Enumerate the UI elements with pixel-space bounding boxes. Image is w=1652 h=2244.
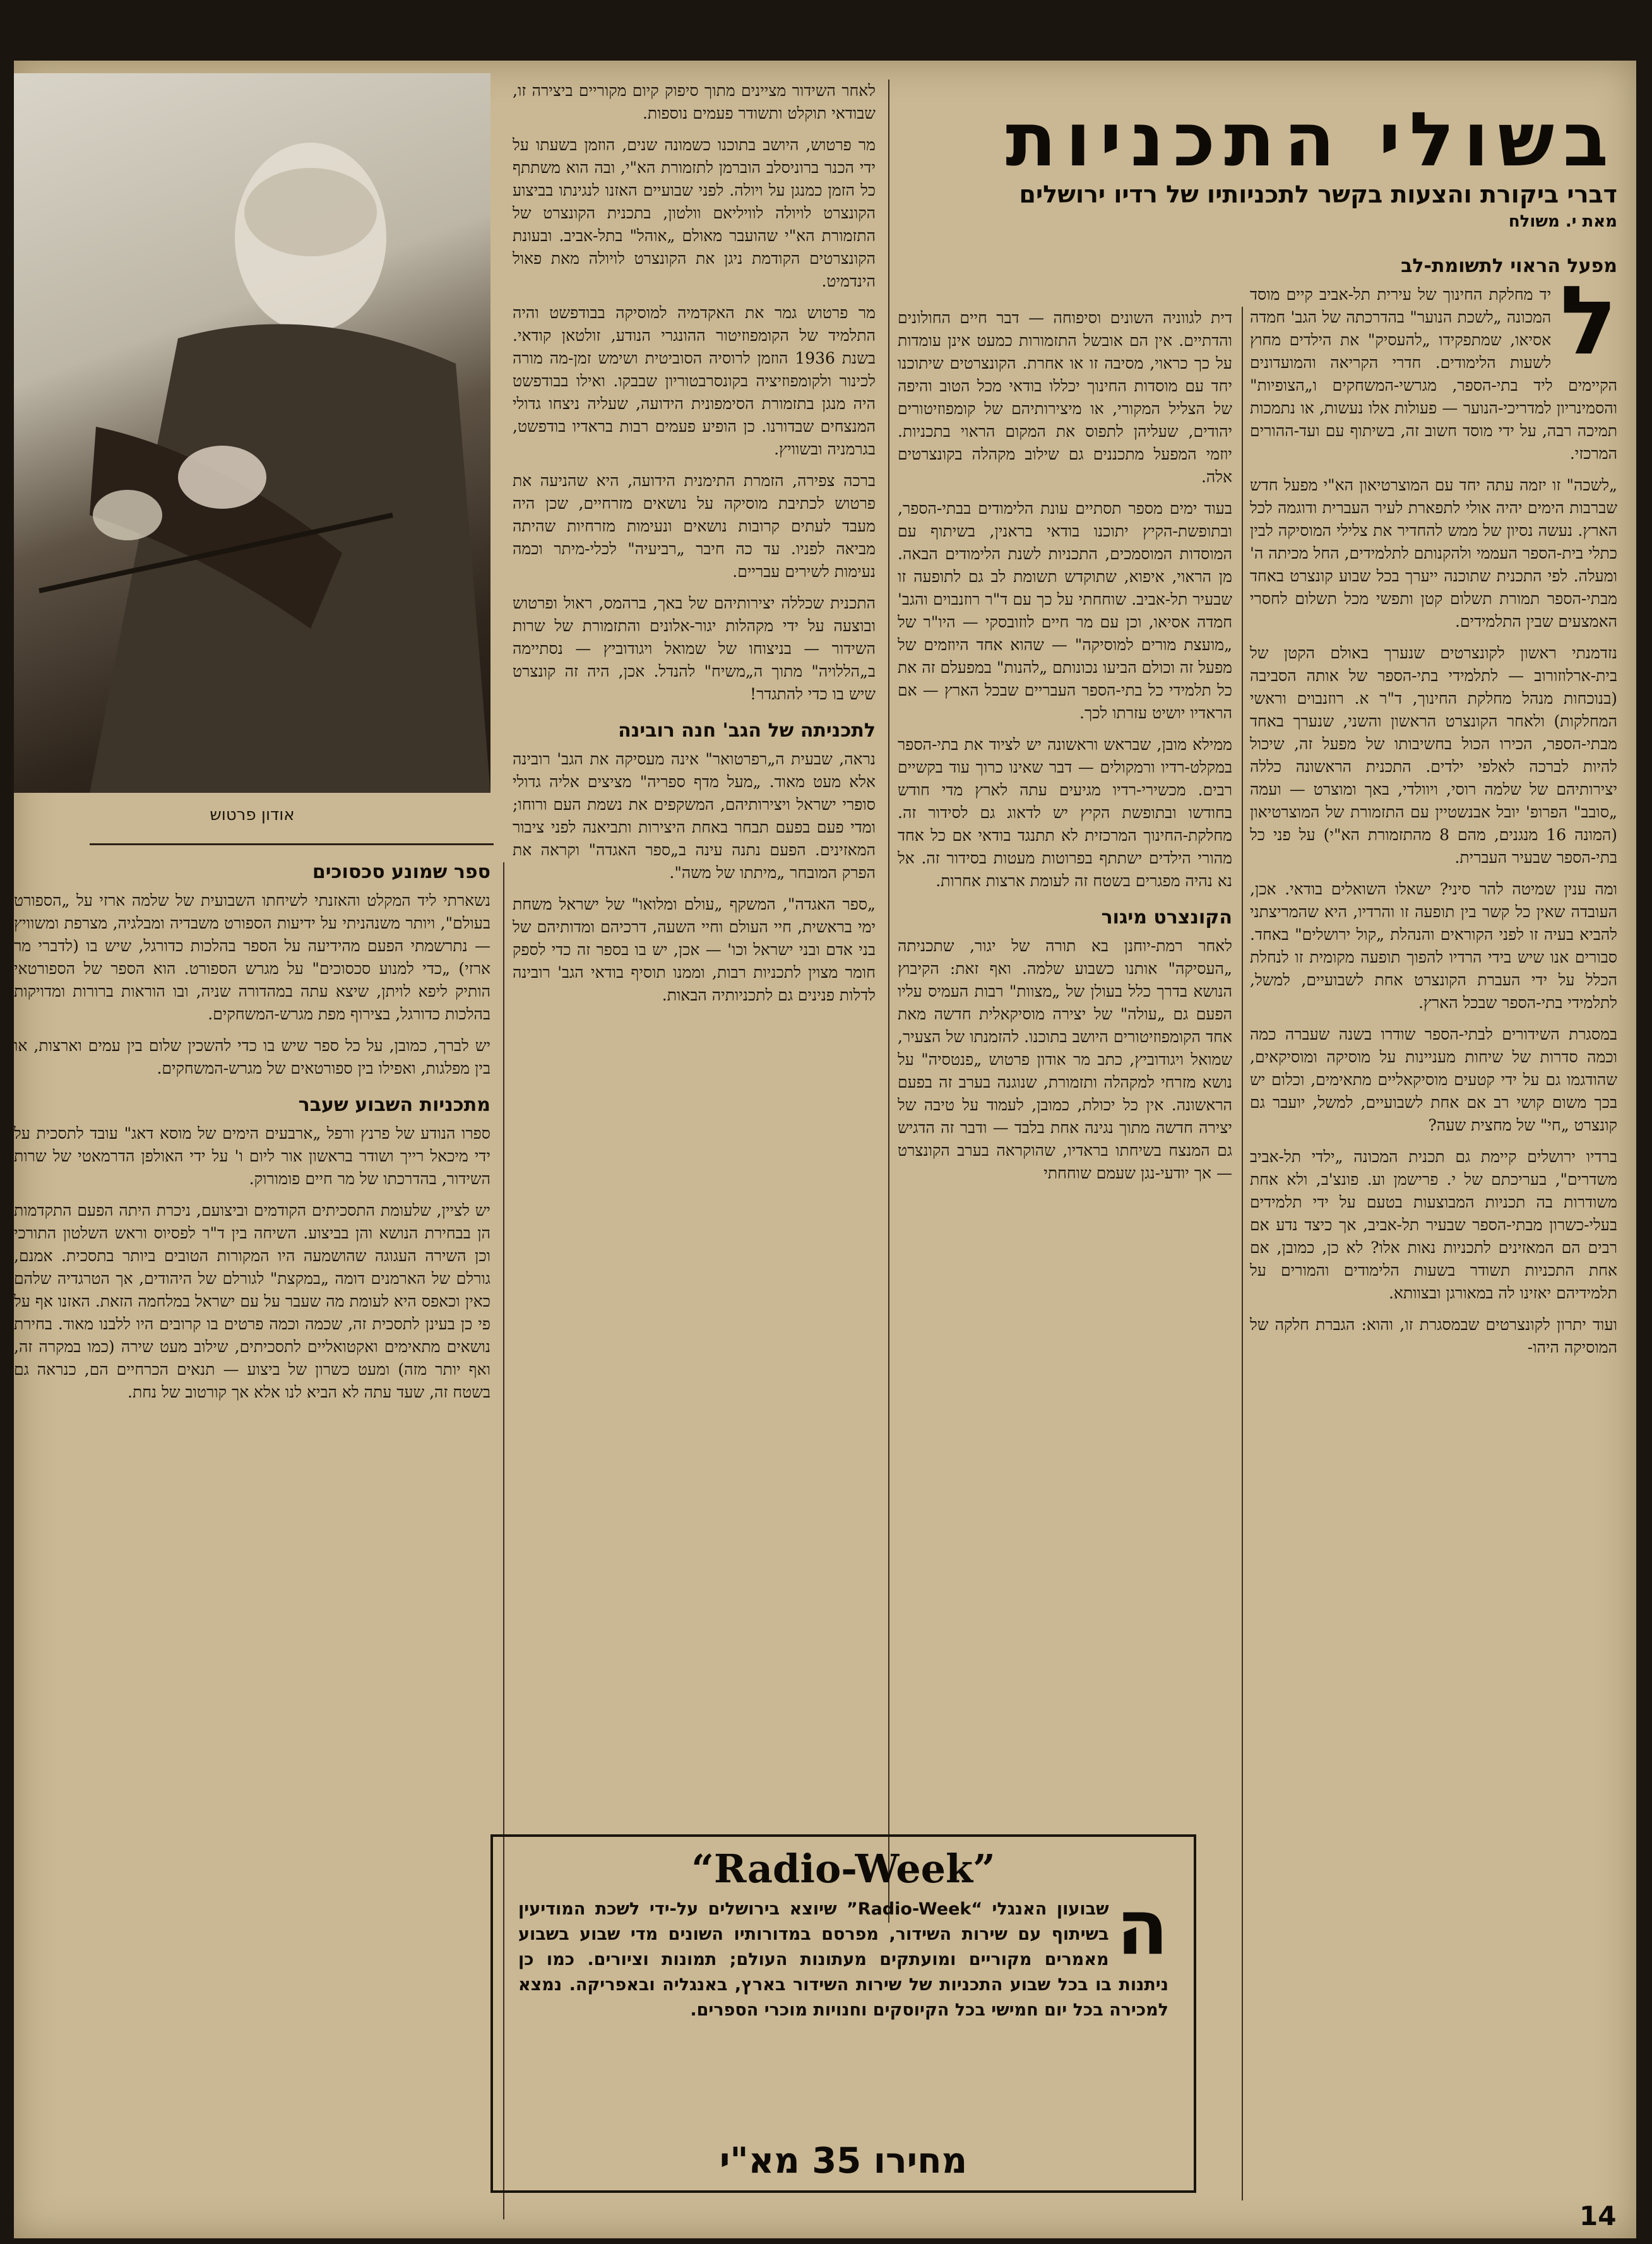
- paragraph: נראה, שבעית ה„רפרטואר" אינה מעסיקה את הגב' רובינה אלא מעט מאוד. „מעל מדף ספריה" מציצים אליה גדולי סופרי ישראל ויצירותיהם, המשקפים את נשמת העם ורוחו; ומדי פעם בפעם תבחר באחת היצירות ותביאנה לפני ציבור המאזינים. הפעם נתנה עינה ב„ספר האגדה" וקראה את הפרק המובחר „מיתתו של משה".: [513, 750, 876, 882]
- article-header: [898, 98, 1617, 231]
- magazine-page: [14, 61, 1636, 2238]
- column-3: [513, 80, 876, 1923]
- paragraph: ספרו הנודע של פרנץ ורפל „ארבעים הימים של מוסא דאג" עובד לתסכית על ידי מיכאל רייך ושודר בראשון אור ליום ו' על ידי האולפן הדרמאטי של שרות השידור, בהדרכתו של מר חיים פומורוק.: [14, 1124, 490, 1188]
- page-number: 14: [1579, 2200, 1617, 2231]
- paragraph: נזדמנתי ראשון לקונצרטים שנערך באולם הקטן של בית-ארלוזורוב — לתלמידי בתי-הספר של אותה הסביבה (בנוכחות מנהל מחלקת החינוך, ד"ר א. רוזנבוים וראשי המחלקות) ולאחר הקונצרט הראשון והשני, שנערך באחד מבתי-הספר, הכירו הכול בחשיבותו של מפעל זה, שיכול להיות לברכה לאלפי ילדים. התכנית הראשונה כללה יצירותיהם של שלמה רוסי, ויוולדי, באך ומוצרט — ועמה „סובב" הפרופ' יובל אבנשטיין עם התזמורת של המוצרטיאון (המונה 16 מנגנים, מהם 8 מהתזמורת הא"י) על פני כל בתי-הספר שבעיר העברית.: [1250, 644, 1617, 867]
- paragraph: התכנית שכללה יצירותיהם של באך, ברהמס, ראול ופרטוש ובוצעה על ידי מקהלות יגור-אלונים והתזמורת של שרות השידור — בניצוחו של שמואל ויגודוביץ — נסתיימה ב„הללויה" מתוך ה„משיח" להנדל. אכן, היה זה קונצרט שיש בו כדי להתגדר!: [513, 594, 876, 703]
- column-4: [14, 856, 490, 2207]
- paragraph: ועוד יתרון לקונצרטים שבמסגרת זו, והוא: הגברת חלקה של המוסיקה היהו-: [1250, 1315, 1617, 1356]
- subhead-rovina: לתכניתה של הגב' חנה רובינה: [618, 720, 876, 742]
- paragraph: ברדיו ירושלים קיימת גם תכנית המכונה „ילדי תל-אביב משדרים", בעריכתם של י. פרישמן וע. פונצ'ב, ולא אחת משודרות בה תכניות המבוצעות בטעם על ידי תלמידים בעלי-כשרון מבתי-הספר שבעיר תל-אביב, אך כיצד נדע אם רבים הם המאזינים לתכניות נאות אלו? לא כן, כמובן, אם אחת התכניות תשודר בשעות הלימודים והמורים על תלמידיהם יאזינו לה במאורגן ובצוותא.: [1250, 1148, 1617, 1302]
- ad-text: שבועון האנגלי “Radio-Week” שיוצא בירושלים על-ידי לשכת המודיעין בשיתוף עם שירות השידור, מפרסם במדורותיו השונים מדי שבוע בשבוע מאמרים מקוריים ומועתקים מעתונות העולם; תמונות וציורים. כמו כן ניתנות בו בכל שבוע התכניות של שירות השידור בארץ, באנגליה ובאפריקה. נמצא למכירה בכל יום חמישי בכל הקיוסקים וחנויות מוכרי הספרים.: [518, 1899, 1168, 2020]
- column-divider: [1242, 307, 1243, 2200]
- ad-drop-cap: ה: [1116, 1884, 1168, 1972]
- article-title: בשולי התכניות: [1006, 96, 1617, 183]
- paragraph: ומה ענין שמיטה להר סיני? ישאלו השואלים בודאי. אכן, העובדה שאין כל קשר בין תופעה זו והרדיו, היא שהמריצתני להביא בעיה זו לפני הקוראים והנהלת „קול ירושלים" באחד. סבורים אנו שיש בידי הרדיו להפוך תופעה מקומית זו לנחלת הכלל על ידי העברת הקונצרט אחת לשבועיים, למשל, לתלמידי בתי-הספר שבכל הארץ.: [1250, 880, 1617, 1012]
- violinist-silhouette: [14, 73, 490, 793]
- radio-week-ad: [490, 1834, 1196, 2193]
- paragraph: לאחר רמת-יוחנן בא תורה של יגור, שתכניתה „העסיקה" אותנו כשבוע שלמה. ואף זאת: הקיבוץ הנושא בדרך כלל בעולן של „מצוות" רבות העמיס עליו הפעם גם „עולה" של יצירה מוסיקאלית חדשה מאת אחד הקומפוזיטורים היושב בתוכנו. להזמנתו של הצעיר, שמואל ויגודוביץ, כתב מר אודון פרטוש „פנטסיה" על נושא מזרחי למקהלה ותזמורת, שנוגנה בערב זה בפעם הראשונה. אין כל יכולת, כמובן, לעמוד על טיבה של יצירה חדשה מתוך נגינה אחת בלבד — ודבר זה הדגיש גם המנצח בשיחתו בראדיו, שהוקראה בערב הקונצרט — אך יודעי-נגן שעמם שוחחתי: [898, 937, 1232, 1182]
- paragraph: מר פרטוש גמר את האקדמיה למוסיקה בבודפשט והיה התלמיד של הקומפוזיטור ההונגרי הנודע, זולטאן קודאי. בשנת 1936 הוזמן לרוסיה הסוביטית ושימש זמן-מה מורה לכינור ולקומפוזיציה בקונסרבטוריון שבבקו. ואילו בבודפשט היה מנגן בתזמורת הסימפונית הידועה, שעליה ניצחו גדולי המנצחים שבדורנו. כן הופיע פעמים רבות בראדיו בודפשט, בגרמניה ובשוויץ.: [513, 304, 876, 458]
- violinist-photo: [14, 73, 490, 793]
- subhead-yagur-concert: הקונצרט מיגור: [1101, 906, 1232, 929]
- photo-caption: אודון פרטוש: [210, 805, 295, 824]
- subhead-attention: מפעל הראוי לתשומת-לב: [1401, 255, 1617, 277]
- paragraph: בעוד ימים מספר תסתיים עונת הלימודים בבתי-הספר, ובתופשת-הקיץ יתוכנו בודאי בראנין, בשיתוף עם המוסדות המוסמכים, התכניות לשנת הלימודים הבאה. מן הראוי, איפוא, שתוקדש תשומת לב גם לתופעה זו שבעיר תל-אביב. שוחחתי על כך עם ד"ר רוזנבוים והגב' חמדה אסיאו, וכן עם מר חיים לוזובסקי — היו"ר של „מועצת מורים למוסיקה" — שהוא אחד היוזמים של מפעל זה וכולם הביעו נכונותם „להנות" במפעלם זה את כל תלמידי כל בתי-הספר העבריים שבכל הארץ — אם הראדיו יושיט עזרתו לכך.: [898, 499, 1232, 722]
- paragraph: יש לציין, שלעומת התסכיתים הקודמים וביצועם, ניכרת היתה הפעם התקדמות הן בבחירת הנושא והן בביצוע. השיחה בין ד"ר לפסיוס וראש השלטון התורכי וכן השירה העגוגה שהושמעה היו המקורות הטובים ביותר בתסכית. אמנם, גורלם של הארמנים דומה „במקצת" לגורלם של היהודים, אך הטרגדיה שלהם כאין וכאפס היא לעומת מה שעבר על עם ישראל במלחמה הזאת. האזנו אף על פי כן בעינן לתסכית זה, שכמה וכמה פרטים בו קרובים היו ללבנו מאוד. בחירת נושאים מתאימים ואקטואליים לתסכיתים, שילוב מעט שירה (כמו במקרה זה, ואף יותר מזה) ומעט כשרון של ביצוע — תנאים הכרחיים הם, כנראה גם בשטח זה, שעד עתה לא הביא לנו אלא אך קורטוב של נחת.: [14, 1201, 490, 1401]
- paragraph: במסגרת השידורים לבתי-הספר שודרו בשנה שעברה כמה וכמה סדרות של שיחות מעניינות על מוסיקה ומוסיקאים, שהודגמו גם על ידי קטעים מוסיקאליים מתאימים, וכלום יש בכך משום קושי רב אם אחת לשבועיים, למשל, יועבר גם קונצרט „חי" של מחצית שעה?: [1250, 1025, 1617, 1134]
- subhead-last-week: מתכניות השבוע שעבר: [298, 1094, 490, 1116]
- caption-rule: [90, 843, 494, 845]
- article-subtitle: דברי ביקורת והצעות בקשר לתכניותיו של רדיו ירושלים: [1019, 181, 1617, 208]
- drop-cap-letter: ל: [1560, 266, 1617, 376]
- column-1: [1250, 250, 1617, 2194]
- ad-body: [493, 1884, 1194, 2023]
- ad-price: מחירו 35 מא"י: [719, 2140, 968, 2182]
- paragraph: „לשכה" זו יזמה עתה יחד עם המוצרטיאון הא"י מפעל חדש שברבות הימים יהיה אולי לתפארת לעיר העברית ודוגמה לכל הארץ. נעשה נסיון של ממש להחדיר את צלילי המוסיקה לבין כתלי בית-הספר העממי ולהקנותם לתלמידים, החל מכיתה ה' ומעלה. לפי התכנית שתוכנה ייערך בכל שבוע קונצרט באחד מבתי-הספר תמורת תשלום קטן ותפשי מכל תשלום לחסרי האמצעים שבין התלמידים.: [1250, 476, 1617, 631]
- column-2: [898, 307, 1232, 1923]
- subhead-book: ספר שמונע סכסוכים: [312, 861, 490, 883]
- column-divider: [888, 80, 889, 1923]
- paragraph: יש לברך, כמובן, על כל ספר שיש בו כדי להשכין שלום בין עמים וארצות, או בין מפלגות, ואפילו בין ספורטאים של מגרש-המשחקים.: [14, 1036, 490, 1077]
- paragraph: לאחר השידור מציינים מתוך סיפוק קיום מקוריים ביצירה זו, שבודאי תוקלט ותשודר פעמים נוספות.: [513, 81, 876, 122]
- article-byline: מאת י. משולח: [1508, 212, 1617, 231]
- paragraph: מר פרטוש, היושב בתוכנו כשמונה שנים, הוזמן בשעתו על ידי הכנר ברוניסלב הוברמן לתזמורת הא"י, ובה הוא משתתף כל הזמן כמנגן על ויולה. לפני שבועיים האזנו לנגינתו בביצוע הקונצרט לויולה לוויליאם וולטון, בתכנית הקונצרט של התזמורת הא"י שהועבר מאולם „אוהל" בתל-אביב. ובעונת הקונצרטים הקודמת ניגן את הקונצרט לויולה מאת פאול הינדמיט.: [513, 136, 876, 290]
- paragraph: יד מחלקת החינוך של עירית תל-אביב קיים מוסד המכונה „לשכת הנוער" בהדרכתה של הגב' חמדה אסיאו, שמתפקידו „להעסיק" את הילדים מחוץ לשעות הלימודים. חדרי הקריאה והמועדונים הקיימים ליד בתי-הספר, מגרשי-המשחקים ו„הצופיות" והסמינריון למדריכי-הנוער — פעולות אלו נעשות, או נתמכות תמיכה רבה, על ידי מוסד חשוב זה, בשיתוף עם ועד-ההורים המרכזי.: [1250, 285, 1617, 463]
- paragraph: נשארתי ליד המקלט והאזנתי לשיחתו השבועית של שלמה ארזי על „הספורט בעולם", ויותר משנהניתי על ידיעות הספורט משבדיה ומבלגיה, מצרפת ומשוויץ — נתרשמתי הפעם מהידיעה על הספר בהלכות כדורגל, שיש בו (לדברי מר ארזי) „כדי למנוע סכסוכים" על מגרש הספורט. הוא הספר של הספורטאי הותיק ליפא לויתן, שיצא עתה במהדורה שניה, ובו הוראות ברורות ומדויקות בהלכות כדורגל, בצירוף מפת מגרש-המשחקים.: [14, 891, 490, 1023]
- paragraph: ממילא מובן, שבראש וראשונה יש לציוד את בתי-הספר במקלט-רדיו ורמקולים — דבר שאינו כרוך עוד בקשיים רבים. מכשירי-רדיו מגיעים עתה לארץ מדי חודש בחודשו ובתופשת הקיץ יש לדאוג גם לסידור זה. מחלקת-החינוך המרכזית לא תתנגד בודאי אם כל אחד מהורי הילדים ישתתף בפרוטות מעטות בסידור זה. אל נא נהיה מפגרים בשטח זה לעומת ארצות אחרות.: [898, 735, 1232, 890]
- ad-title: “Radio-Week”: [691, 1846, 995, 1892]
- paragraph: ברכה צפירה, הזמרת התימנית הידועה, היא שהניעה את פרטוש לכתיבת מוסיקה על נושאים מזרחיים, שכן היה מעבד לעתים קרובות נושאים ונעימות מזרחיות שהיתה מביאה לפניו. עד כה חיבר „רביעיה" לכלי-מיתר וכמה נעימות לשירים עבריים.: [513, 472, 876, 581]
- paragraph: דית לגווניה השונים וסיפוחה — דבר חיים החולונים והדתיים. אין הם אובשל התזמורות כמעט אינן עומדות על כך כראוי, מסיבה זו או אחרת. הקונצרטים שיתוכנו יחד עם מוסדות החינוך יכללו בודאי מכל הטוב והיפה של הצליל המקורי, או מיצירותיהם של קומפוזיטורים יהודים, שעליהן לתפוס את המקום הראוי בתכניות. יוזמי המפעל מתכננים גם שילוב מקהלה בקונצרטים אלה.: [898, 309, 1232, 486]
- paragraph: „ספר האגדה", המשקף „עולם ומלואו" של ישראל משחת ימי בראשית, חיי העולם וחיי השעה, דרכיהם ומדותיהם של בני אדם ובני ישראל וכו' — אכן, יש בו בספר זה כדי לספק חומר מצוין לתכניות רבות, וממנו תוסיף בודאי הגב' רובינה לדלות פנינים גם לתכניותיה הבאות.: [513, 895, 876, 1004]
